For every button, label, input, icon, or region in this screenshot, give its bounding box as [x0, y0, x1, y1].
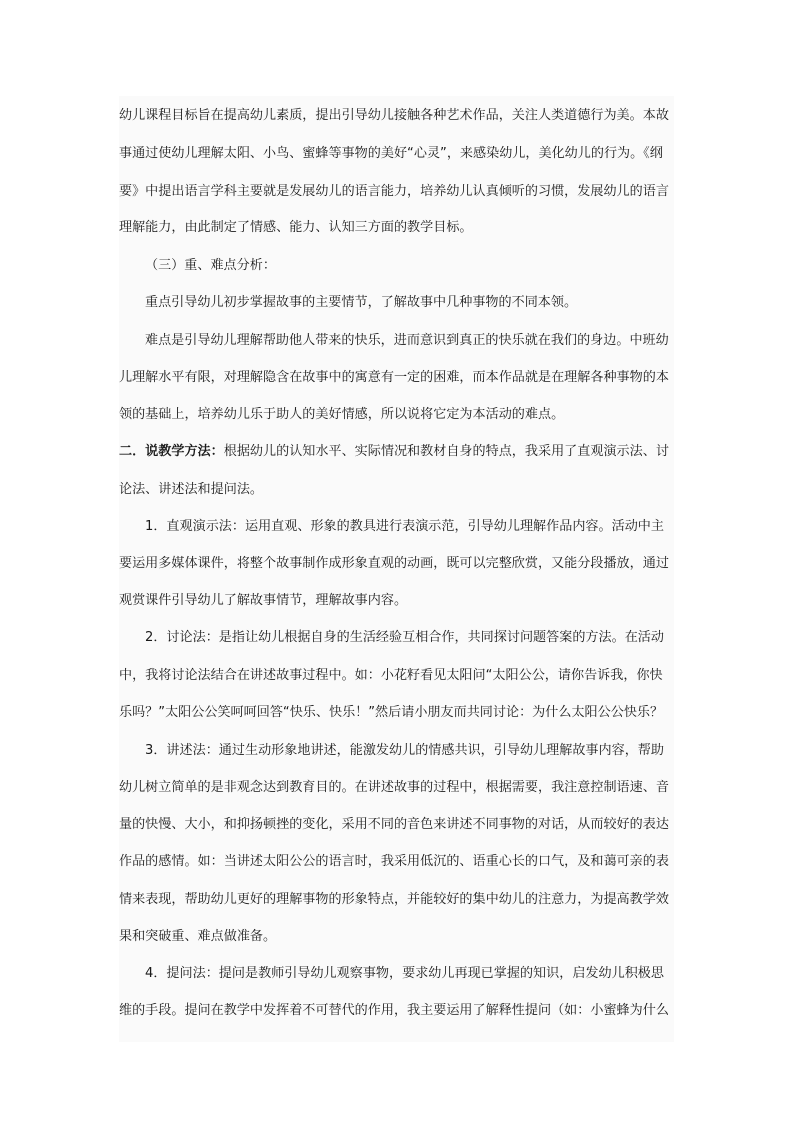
paragraph-line: 理解能力，由此制定了情感、能力、认知三方面的教学目标。 [119, 220, 473, 235]
paragraph-line: 2．讨论法：是指让幼儿根据自身的生活经验互相合作，共同探讨问题答案的方法。在活动 [145, 630, 664, 645]
paragraph-line: 情来表现，帮助幼儿更好的理解事物的形象特点，并能较好的集中幼儿的注意力，为提高教学效 [119, 892, 669, 907]
heading-two-label: 二．说教学方法： [119, 444, 224, 459]
paragraph-line: 要运用多媒体课件，将整个故事制作成形象直观的动画，既可以完整欣赏，又能分段播放，通过 [119, 556, 669, 571]
paragraph-line: 事通过使幼儿理解太阳、小鸟、蜜蜂等事物的美好“心灵”，来感染幼儿，美化幼儿的行为。《纲 [119, 146, 663, 161]
paragraph-line: 乐吗？”太阳公公笑呵呵回答“快乐、快乐！”然后请小朋友而共同讨论：为什么太阳公公快乐？ [119, 705, 664, 720]
paragraph-line: 中，我将讨论法结合在讲述故事过程中。如：小花籽看见太阳问“太阳公公，请你告诉我，你快 [119, 668, 663, 683]
paragraph-line: 难点是引导幼儿理解帮助他人带来的快乐，进而意识到真正的快乐就在我们的身边。中班幼 [145, 333, 669, 348]
paragraph-line: 领的基础上，培养幼儿乐于助人的美好情感，所以说将它定为本活动的难点。 [119, 407, 565, 422]
document-page [119, 96, 674, 1042]
paragraph-line: 1．直观演示法：运用直观、形象的教具进行表演示范，引导幼儿理解作品内容。活动中主 [145, 519, 664, 534]
paragraph-line: 维的手段。提问在教学中发挥着不可替代的作用，我主要运用了解释性提问（如：小蜜蜂为什么 [119, 1003, 669, 1018]
paragraph-line: 论法、讲述法和提问法。 [119, 482, 264, 497]
paragraph-line: 儿理解水平有限，对理解隐含在故事中的寓意有一定的困难，而本作品就是在理解各种事物的本 [119, 370, 669, 385]
paragraph-line: 果和突破重、难点做准备。 [119, 929, 277, 944]
section-heading: （三）重、难点分析： [145, 258, 276, 273]
paragraph-line: 要》中提出语言学科主要就是发展幼儿的语言能力，培养幼儿认真倾听的习惯，发展幼儿的语言 [119, 184, 669, 199]
paragraph-line [119, 442, 669, 462]
paragraph-line: 3．讲述法：通过生动形象地讲述，能激发幼儿的情感共识，引导幼儿理解故事内容，帮助 [145, 743, 664, 758]
paragraph-line: 量的快慢、大小，和抑扬顿挫的变化，采用不同的音色来讲述不同事物的对话，从而较好的表达 [119, 817, 669, 832]
paragraph-line: 作品的感情。如：当讲述太阳公公的语言时，我采用低沉的、语重心长的口气，及和蔼可亲的表 [119, 854, 669, 869]
paragraph-line: 观赏课件引导幼儿了解故事情节，理解故事内容。 [119, 593, 408, 608]
paragraph-line: 4．提问法：提问是教师引导幼儿观察事物，要求幼儿再现已掌握的知识，启发幼儿积极思 [145, 966, 664, 981]
paragraph-line: 幼儿课程目标旨在提高幼儿素质，提出引导幼儿接触各种艺术作品，关注人类道德行为美。本故 [119, 108, 669, 123]
paragraph-line: 重点引导幼儿初步掌握故事的主要情节，了解故事中几种事物的不同本领。 [145, 295, 578, 310]
paragraph-line: 幼儿树立简单的是非观念达到教育目的。在讲述故事的过程中，根据需要，我注意控制语速、音 [119, 780, 669, 795]
paragraph-text: 根据幼儿的认知水平、实际情况和教材自身的特点，我采用了直观演示法、讨 [223, 444, 669, 459]
